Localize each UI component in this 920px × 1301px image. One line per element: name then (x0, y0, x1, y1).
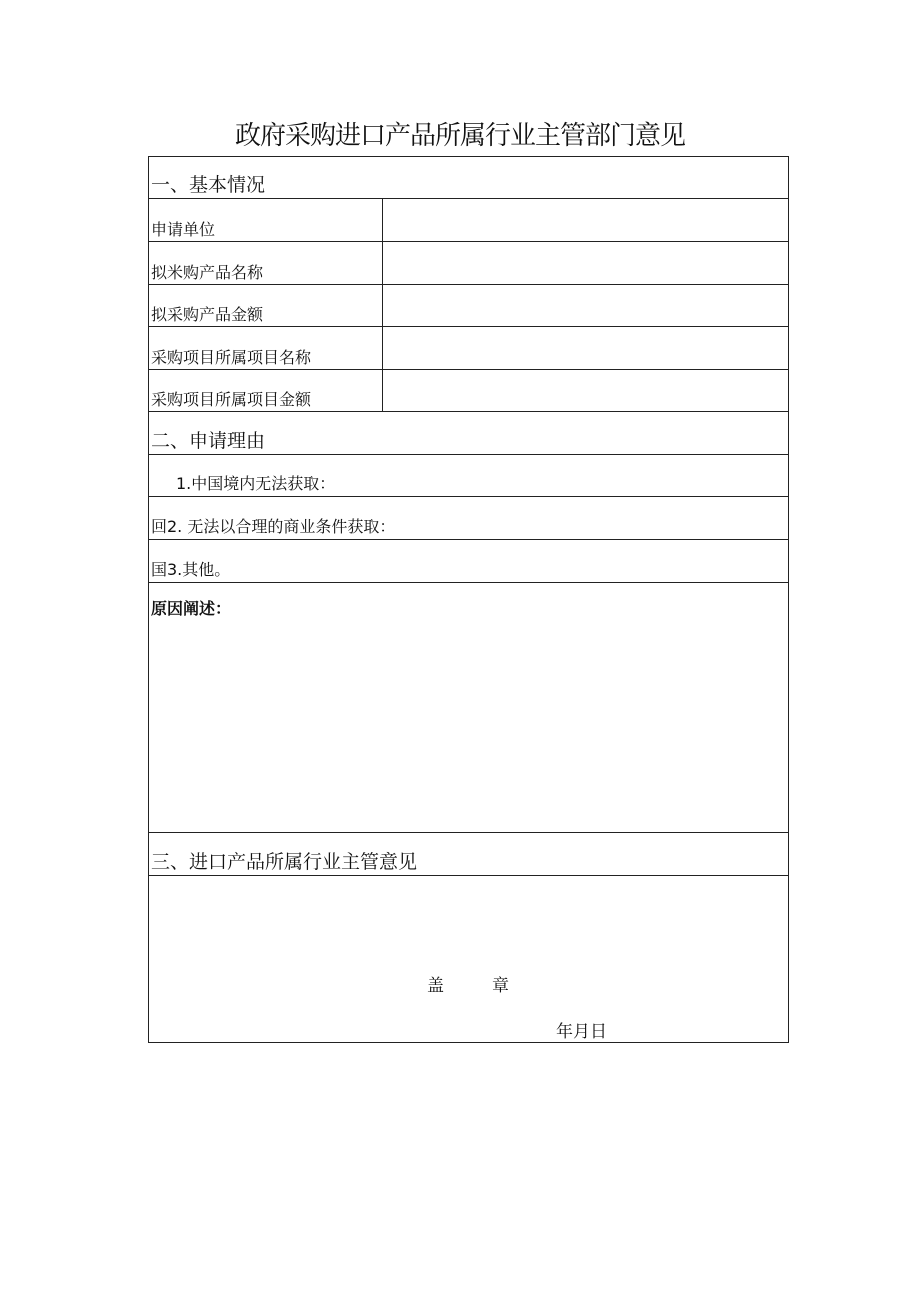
form-row-applicant (149, 199, 788, 242)
field-label: 拟采购产品金额 (151, 305, 264, 324)
field-label: 申请单位 (151, 220, 216, 239)
section-opinion-header (149, 833, 788, 876)
label-cell (149, 242, 383, 284)
opinion-area[interactable] (149, 876, 788, 1042)
form-row-product-amount (149, 285, 788, 327)
form-row-product-name (149, 242, 788, 285)
section-reasons-header (149, 412, 788, 455)
section-heading: 一、基本情况 (151, 174, 266, 196)
seal-label: 盖章 (427, 976, 557, 996)
reason-row-commercial-terms[interactable] (149, 497, 788, 540)
label-cell (149, 199, 383, 241)
applicant-field[interactable] (383, 199, 788, 241)
section-heading: 三、进口产品所属行业主管意见 (151, 851, 418, 873)
label-cell (149, 285, 383, 326)
reason-explanation-area[interactable] (149, 583, 788, 833)
section-basic-info-header (149, 157, 788, 199)
label-cell (149, 327, 383, 369)
field-label: 拟米购产品名称 (151, 263, 264, 282)
label-cell (149, 370, 383, 411)
project-amount-field[interactable] (383, 370, 788, 411)
opinion-form (148, 156, 789, 1043)
reason-option-text: 国3.其他。 (151, 560, 231, 579)
reason-option-text: 回2. 无法以合理的商业条件获取： (151, 517, 396, 536)
reason-row-other[interactable] (149, 540, 788, 583)
form-row-project-amount (149, 370, 788, 412)
field-label: 采购项目所属项目名称 (151, 348, 312, 367)
product-amount-field[interactable] (383, 285, 788, 326)
explanation-label: 原因阐述： (151, 599, 232, 618)
product-name-field[interactable] (383, 242, 788, 284)
project-name-field[interactable] (383, 327, 788, 369)
reason-row-unavailable[interactable] (149, 455, 788, 497)
field-label: 采购项目所属项目金额 (151, 390, 312, 409)
section-heading: 二、申请理由 (151, 430, 266, 452)
date-label: 年月日 (556, 1022, 607, 1042)
reason-option-text: 1.中国境内无法获取： (176, 474, 336, 493)
form-row-project-name (149, 327, 788, 370)
page-title: 政府采购进口产品所属行业主管部门意见 (234, 121, 685, 151)
